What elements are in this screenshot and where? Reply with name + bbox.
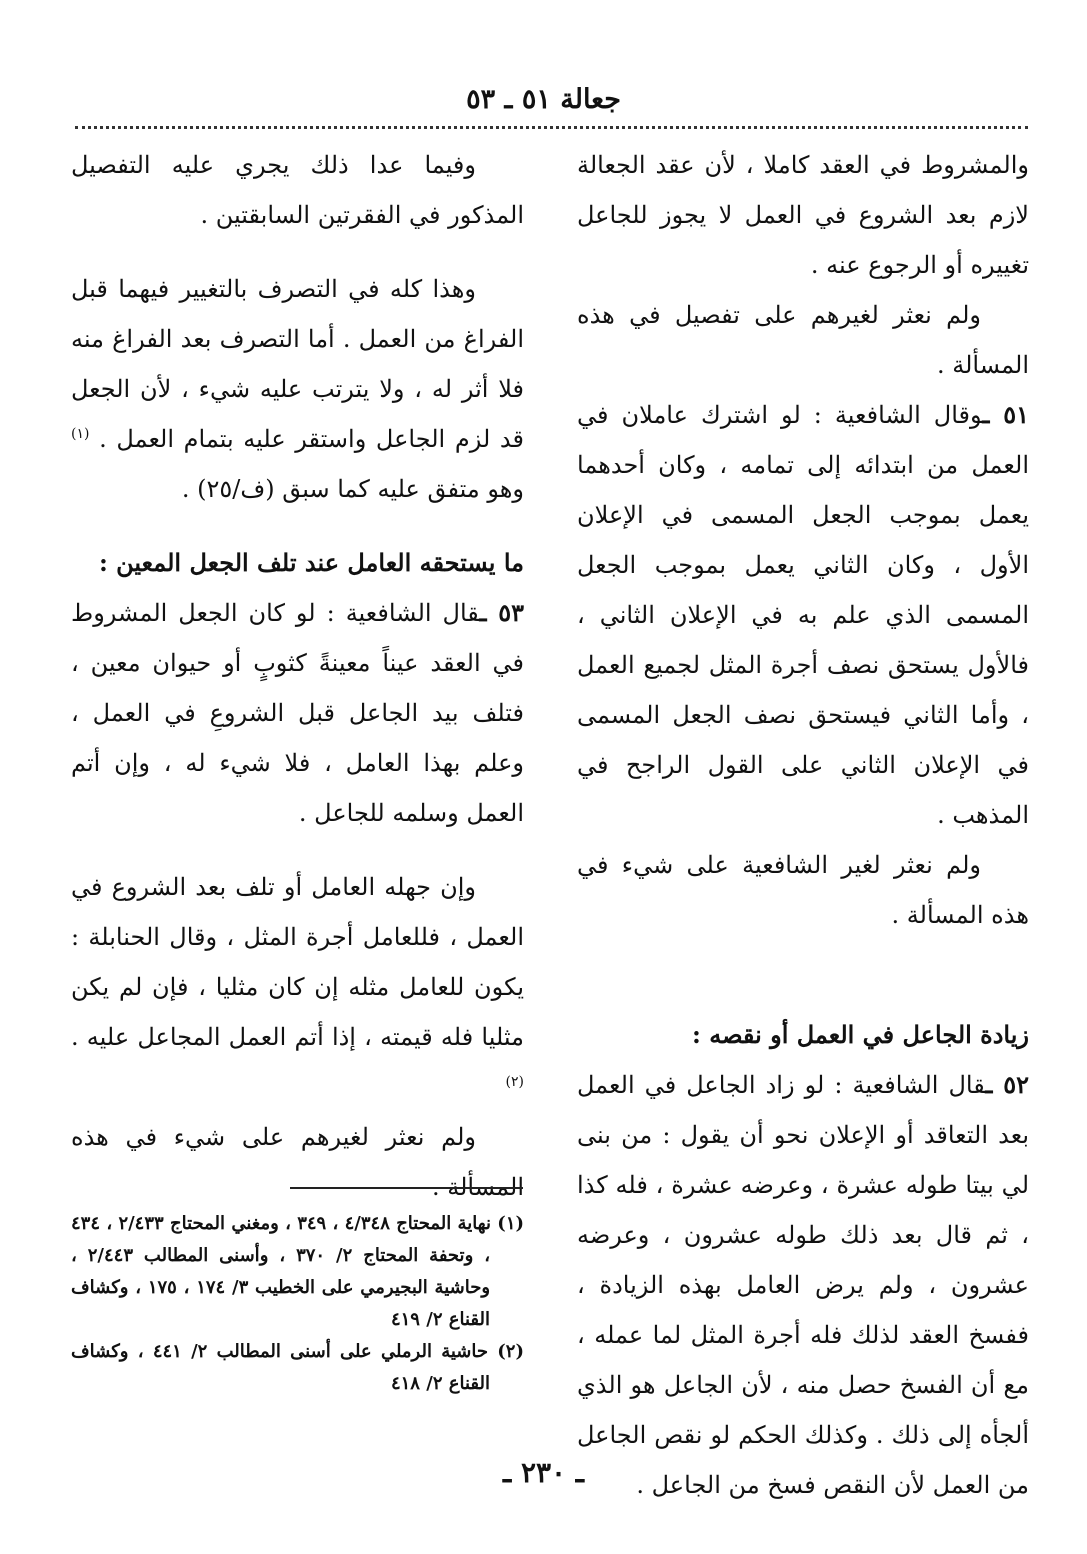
paragraph-text: قال الشافعية : لو كان الجعل المشروط في العقد عيناً معينةً كثوبٍ أو حيوان معين ، فتلف بيد الجاعل قبل الشروعِ في العمل ، وعلم بهذا العامل ، فلا شيء له ، وإن أتم العمل وسلمه للجاعل . (71, 599, 524, 827)
paragraph-text: وهذا كله في التصرف بالتغيير فيهما قبل الفراغ من العمل . أما التصرف بعد الفراغ منه فلا أثر له ، ولا يترتب عليه شيء ، لأن الجعل قد لزم الجاعل واستقر عليه بتمام العمل . (71, 275, 524, 453)
header-dotted-rule (75, 126, 1028, 129)
paragraph: ولم نعثر لغير الشافعية على شيء في هذه المسألة . (577, 851, 1029, 929)
footnote-reference: (١) (71, 426, 90, 442)
paragraph: وفيما عدا ذلك يجري عليه التفصيل المذكور في الفقرتين السابقتين . (71, 151, 524, 229)
right-column (577, 140, 1029, 1510)
paragraph (71, 862, 524, 1112)
section-heading: ما يستحقه العامل عند تلف الجعل المعين : (98, 548, 524, 577)
paragraph: ولم نعثر لغيرهم على تفصيل في هذه المسألة . (577, 301, 1029, 379)
footnote: (١) نهاية المحتاج ٤/٣٤٨ ، ٣٤٩ ، ومغني المحتاج ٢/٤٣٣ ، ٤٣٤ ، وتحفة المحتاج ٢/ ٣٧٠ ، وأسنى المطالب ٢/٤٤٣ ، وحاشية البجيرمي على الخطيب ٣/ ١٧٤ ، ١٧٥ ، وكشاف القناع ٢/ ٤١٩ (71, 1213, 525, 1330)
paragraph-number: ٥٢ ـ (985, 1070, 1030, 1099)
paragraph (71, 264, 524, 514)
paragraph: ولم نعثر لغيرهم على شيء في هذه المسألة . (71, 1123, 524, 1201)
page-number: ـ ٢٣٠ ـ (502, 1456, 585, 1489)
paragraph-text: وقال الشافعية : لو اشترك عاملان في العمل من ابتدائه إلى تمامه ، وكان أحدهما يعمل بموجب الجعل المسمى في الإعلان الأول ، وكان الثاني يعمل بموجب الجعل المسمى الذي علم به في الإعلان الثاني ، فالأول يستحق نصف أجرة المثل لجميع العمل ، وأما الثاني فيستحق نصف الجعل المسمى في الإعلان الثاني على القول الراجح في المذهب . (577, 401, 1029, 829)
numbered-paragraph-52 (577, 1060, 1029, 1510)
paragraph: والمشروط في العقد كاملا ، لأن عقد الجعالة لازم بعد الشروع في العمل لا يجوز للجاعل تغييره أو الرجوع عنه . (577, 151, 1029, 279)
footnotes (71, 1208, 524, 1400)
footnote-reference: (٢) (505, 1074, 524, 1090)
paragraph-text: وهو متفق عليه كما سبق (ف/٢٥) . (181, 475, 524, 503)
paragraph-text: قال الشافعية : لو زاد الجاعل في العمل بعد التعاقد أو الإعلان نحو أن يقول : من بنى لي بيتا طوله عشرة ، وعرضه عشرة ، فله كذا ، ثم قال بعد ذلك طوله عشرون ، وعرضه عشرون ، ولم يرض العامل بهذه الزيادة ، ففسخ العقد لذلك فله أجرة المثل لما عمله ، مع أن الفسخ حصل منه ، لأن الجاعل هو الذي ألجأه إلى ذلك . وكذلك الحكم لو نقص الجاعل من العمل لأن النقص فسخ من الجاعل . (577, 1071, 1029, 1499)
numbered-paragraph-51 (577, 390, 1029, 840)
left-column (71, 140, 524, 1212)
running-header: جعالة ٥١ ـ ٥٣ (466, 84, 621, 115)
numbered-paragraph-53 (71, 588, 524, 838)
paragraph-number: ٥١ ـ (982, 400, 1029, 429)
paragraph-number: ٥٣ ـ (479, 598, 524, 627)
footnote: (٢) حاشية الرملي على أسنى المطالب ٢/ ٤٤١ ، وكشاف القناع ٢/ ٤١٨ (71, 1341, 524, 1394)
paragraph-text: وإن جهله العامل أو تلف بعد الشروع في العمل ، فللعامل أجرة المثل ، وقال الحنابلة : يكون للعامل مثله إن كان مثليا ، فإن لم يكن مثليا فله قيمته ، إذا أتم العمل المجاعل عليه . (71, 873, 524, 1051)
footnote-separator (290, 1187, 523, 1189)
section-heading: زيادة الجاعل في العمل أو نقصه : (692, 1020, 1029, 1049)
